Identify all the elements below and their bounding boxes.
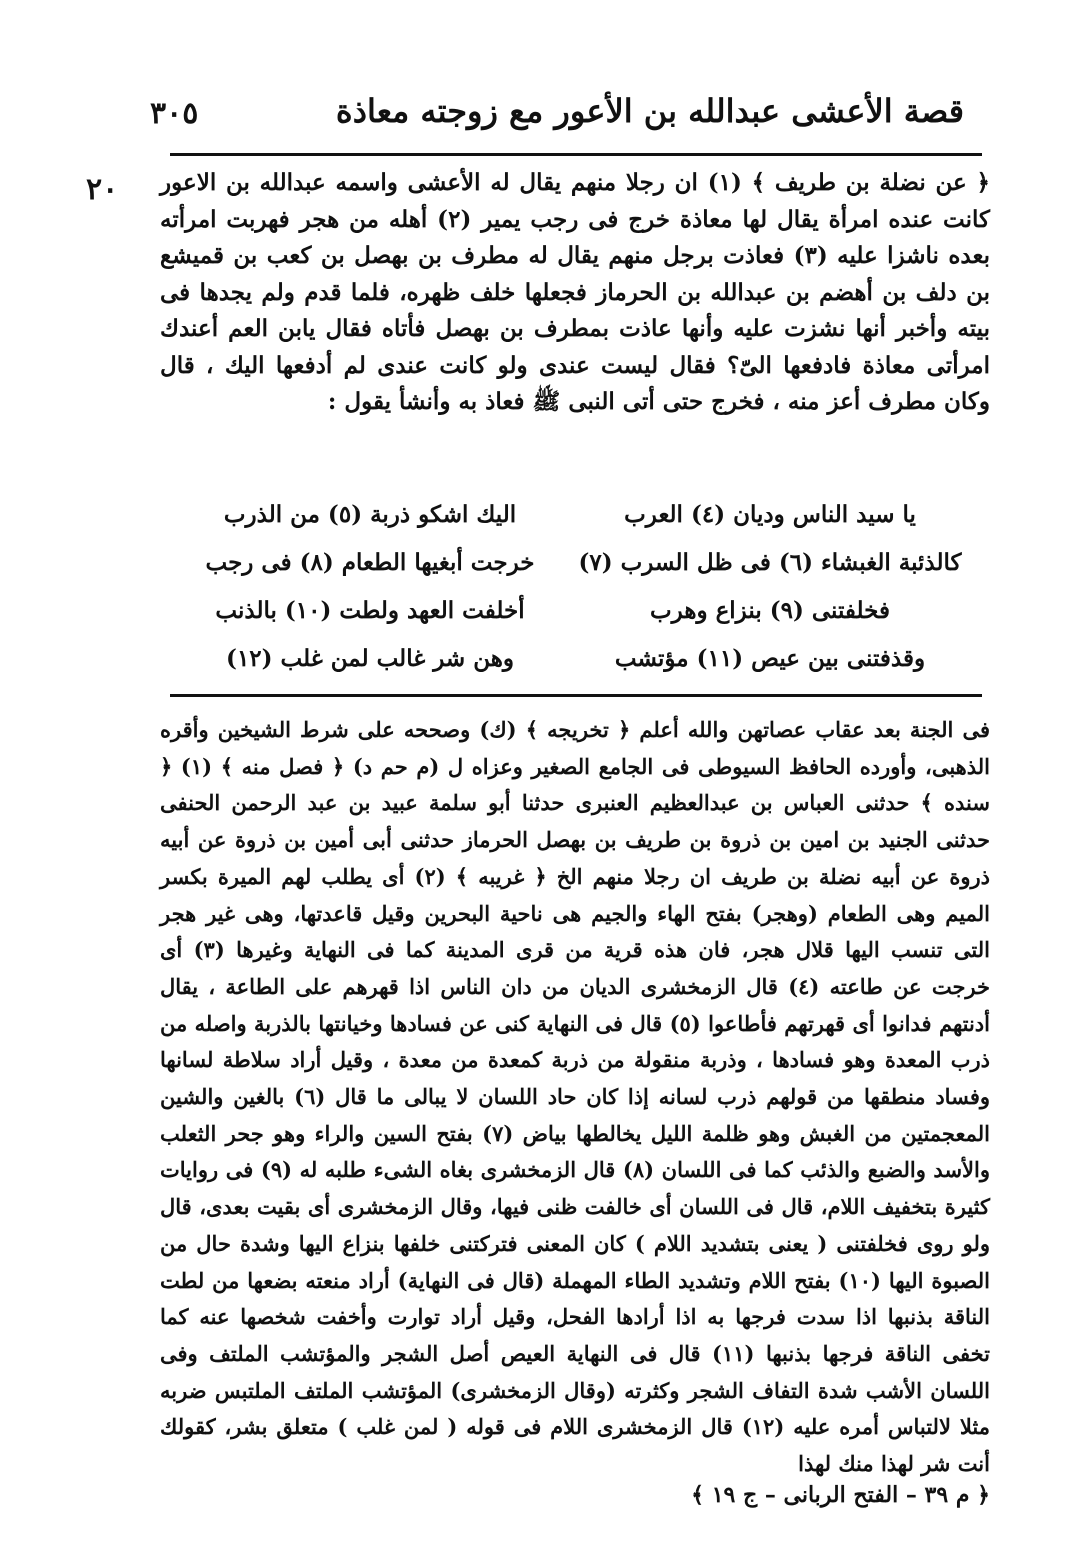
verse-first-hemistich: وقذفتنى بين عيص (١١) مؤتشب — [614, 644, 926, 672]
poem — [170, 490, 970, 682]
verse-first-hemistich: يا سيد الناس وديان (٤) العرب — [624, 500, 916, 528]
verse-first-hemistich: كالذئبة الغبشاء (٦) فى ظل السرب (٧) — [578, 548, 962, 576]
verse — [170, 538, 970, 586]
printer-signature: ﴿ م ٣٩ – الفتح الربانى – ج ١٩ ﴾ — [691, 1482, 990, 1508]
verse-first-hemistich: فخلفتنى (٩) بنزاع وهرب — [649, 596, 890, 624]
verse — [170, 634, 970, 682]
footnote-rule — [170, 694, 982, 697]
verse-second-hemistich: وهن شر غالب لمن غلب (١٢) — [226, 644, 514, 672]
footnotes-paragraph: فى الجنة بعد عقاب عصاتهن والله أعلم ﴿ تخريجه ﴾ (ك) وصححه على شرط الشيخين وأقره الذهبى، وأورده الحافظ السيوطى فى الجامع الصغير وعزاه ل (م حم د) ﴿ فصل منه ﴾ (١) ﴿ سنده ﴾ حدثنى العباس بن عبدالعظيم العنبرى حدثنا أبو سلمة عبيد بن عبد الرحمن الحنفى حدثنى الجنيد بن امين بن ذروة بن طريف بن بهصل الحرماز حدثنى أبى أمين بن ذروة عن أبيه ذروة عن أبيه نضلة بن طريف ان رجلا منهم الخ ﴿ غريبه ﴾ (٢) أى يطلب لهم الميرة بكسر الميم وهى الطعام (وهجر) بفتح الهاء والجيم هى ناحية البحرين وقيل قاعدتها، وهى غير هجر التى تنسب اليها قلال هجر، فان هذه قرية من قرى المدينة كما فى النهاية وغيرها (٣) أى خرجت عن طاعته (٤) قال الزمخشرى الديان من دان الناس اذا قهرهم على الطاعة ، يقال أدنتهم فدانوا أى قهرتهم فأطاعوا (٥) قال فى النهاية كنى عن فسادها وخيانتها بالذربة واصله من ذرب المعدة وهو فسادها ، وذربة منقولة من ذربة كمعدة من معدة ، وقيل أراد سلاطة لسانها وفساد منطقها من قولهم ذرب لسانه إذا كان حاد اللسان لا يبالى ما قال (٦) بالغين والشين المعجمتين من الغبش وهو ظلمة الليل يخالطها بياض (٧) بفتح السين والراء وهو جحر الثعلب والأسد والضبع والذئب كما فى اللسان (٨) قال الزمخشرى بغاه الشىء طلبه له (٩) فى روايات كثيرة بتخفيف اللام، قال فى اللسان أى خالفت ظنى فيها، وقال الزمخشرى أى بقيت بعدى، قال ولو روى فخلفتنى ( يعنى بتشديد اللام ) كان المعنى فتركتنى خلفها بنزاع اليها وشدة حال من الصبوة اليها (١٠) بفتح اللام وتشديد الطاء المهملة (قال فى النهاية) أراد منعته بضعها من لطت الناقة بذنبها اذا سدت فرجها به اذا أرادها الفحل، وقيل أراد توارت وأخفت شخصها عنه كما تخفى الناقة فرجها بذنبها (١١) قال فى النهاية العيص أصل الشجر والمؤتشب الملتف وفى اللسان الأشب شدة التفاف الشجر وكثرته (وقال الزمخشرى) المؤتشب الملتف الملتبس ضربه مثلا لالتباس أمره عليه (١٢) قال الزمخشرى اللام فى قوله ( لمن غلب ) متعلق بشر، كقولك أنت شر لهذا منك لهذا — [160, 717, 991, 1477]
hadith-number: ٢٠ — [86, 172, 119, 207]
main-text — [160, 165, 990, 421]
running-head-title: قصة الأعشى عبدالله بن الأعور مع زوجته معاذة — [335, 92, 964, 130]
verse-second-hemistich: اليك اشكو ذربة (٥) من الذرب — [223, 500, 517, 528]
verse-second-hemistich: أخلفت العهد ولطت (١٠) بالذنب — [215, 596, 525, 624]
main-paragraph: ﴿ عن نضلة بن طريف ﴾ (١) ان رجلا منهم يقال له الأعشى واسمه عبدالله بن الاعور كانت عنده امرأة يقال لها معاذة خرج فى رجب يمير (٢) أهله من هجر فهربت امرأته بعده ناشزا عليه (٣) فعاذت برجل منهم يقال له مطرف بن بهصل بن كعب بن قميشع بن دلف بن أهضم بن عبدالله بن الحرماز فجعلها خلف ظهره، فلما قدم ولم يجدها فى بيته وأخبر أنها نشزت عليه وأنها عاذت بمطرف بن بهصل فأتاه فقال يابن العم أعندك امرأتى معاذة فادفعها الىّ؟ فقال ليست عندى ولو كانت عندى لم أدفعها اليك ، قال وكان مطرف أعز منه ، فخرج حتى أتى النبى ﷺ فعاذ به وأنشأ يقول : — [160, 169, 990, 415]
verse-second-hemistich: خرجت أبغيها الطعام (٨) فى رجب — [205, 548, 535, 576]
header-rule — [170, 153, 982, 156]
verse — [170, 586, 970, 634]
verse — [170, 490, 970, 538]
page-number: ٣٠٥ — [150, 96, 199, 131]
footnotes — [160, 712, 990, 1483]
